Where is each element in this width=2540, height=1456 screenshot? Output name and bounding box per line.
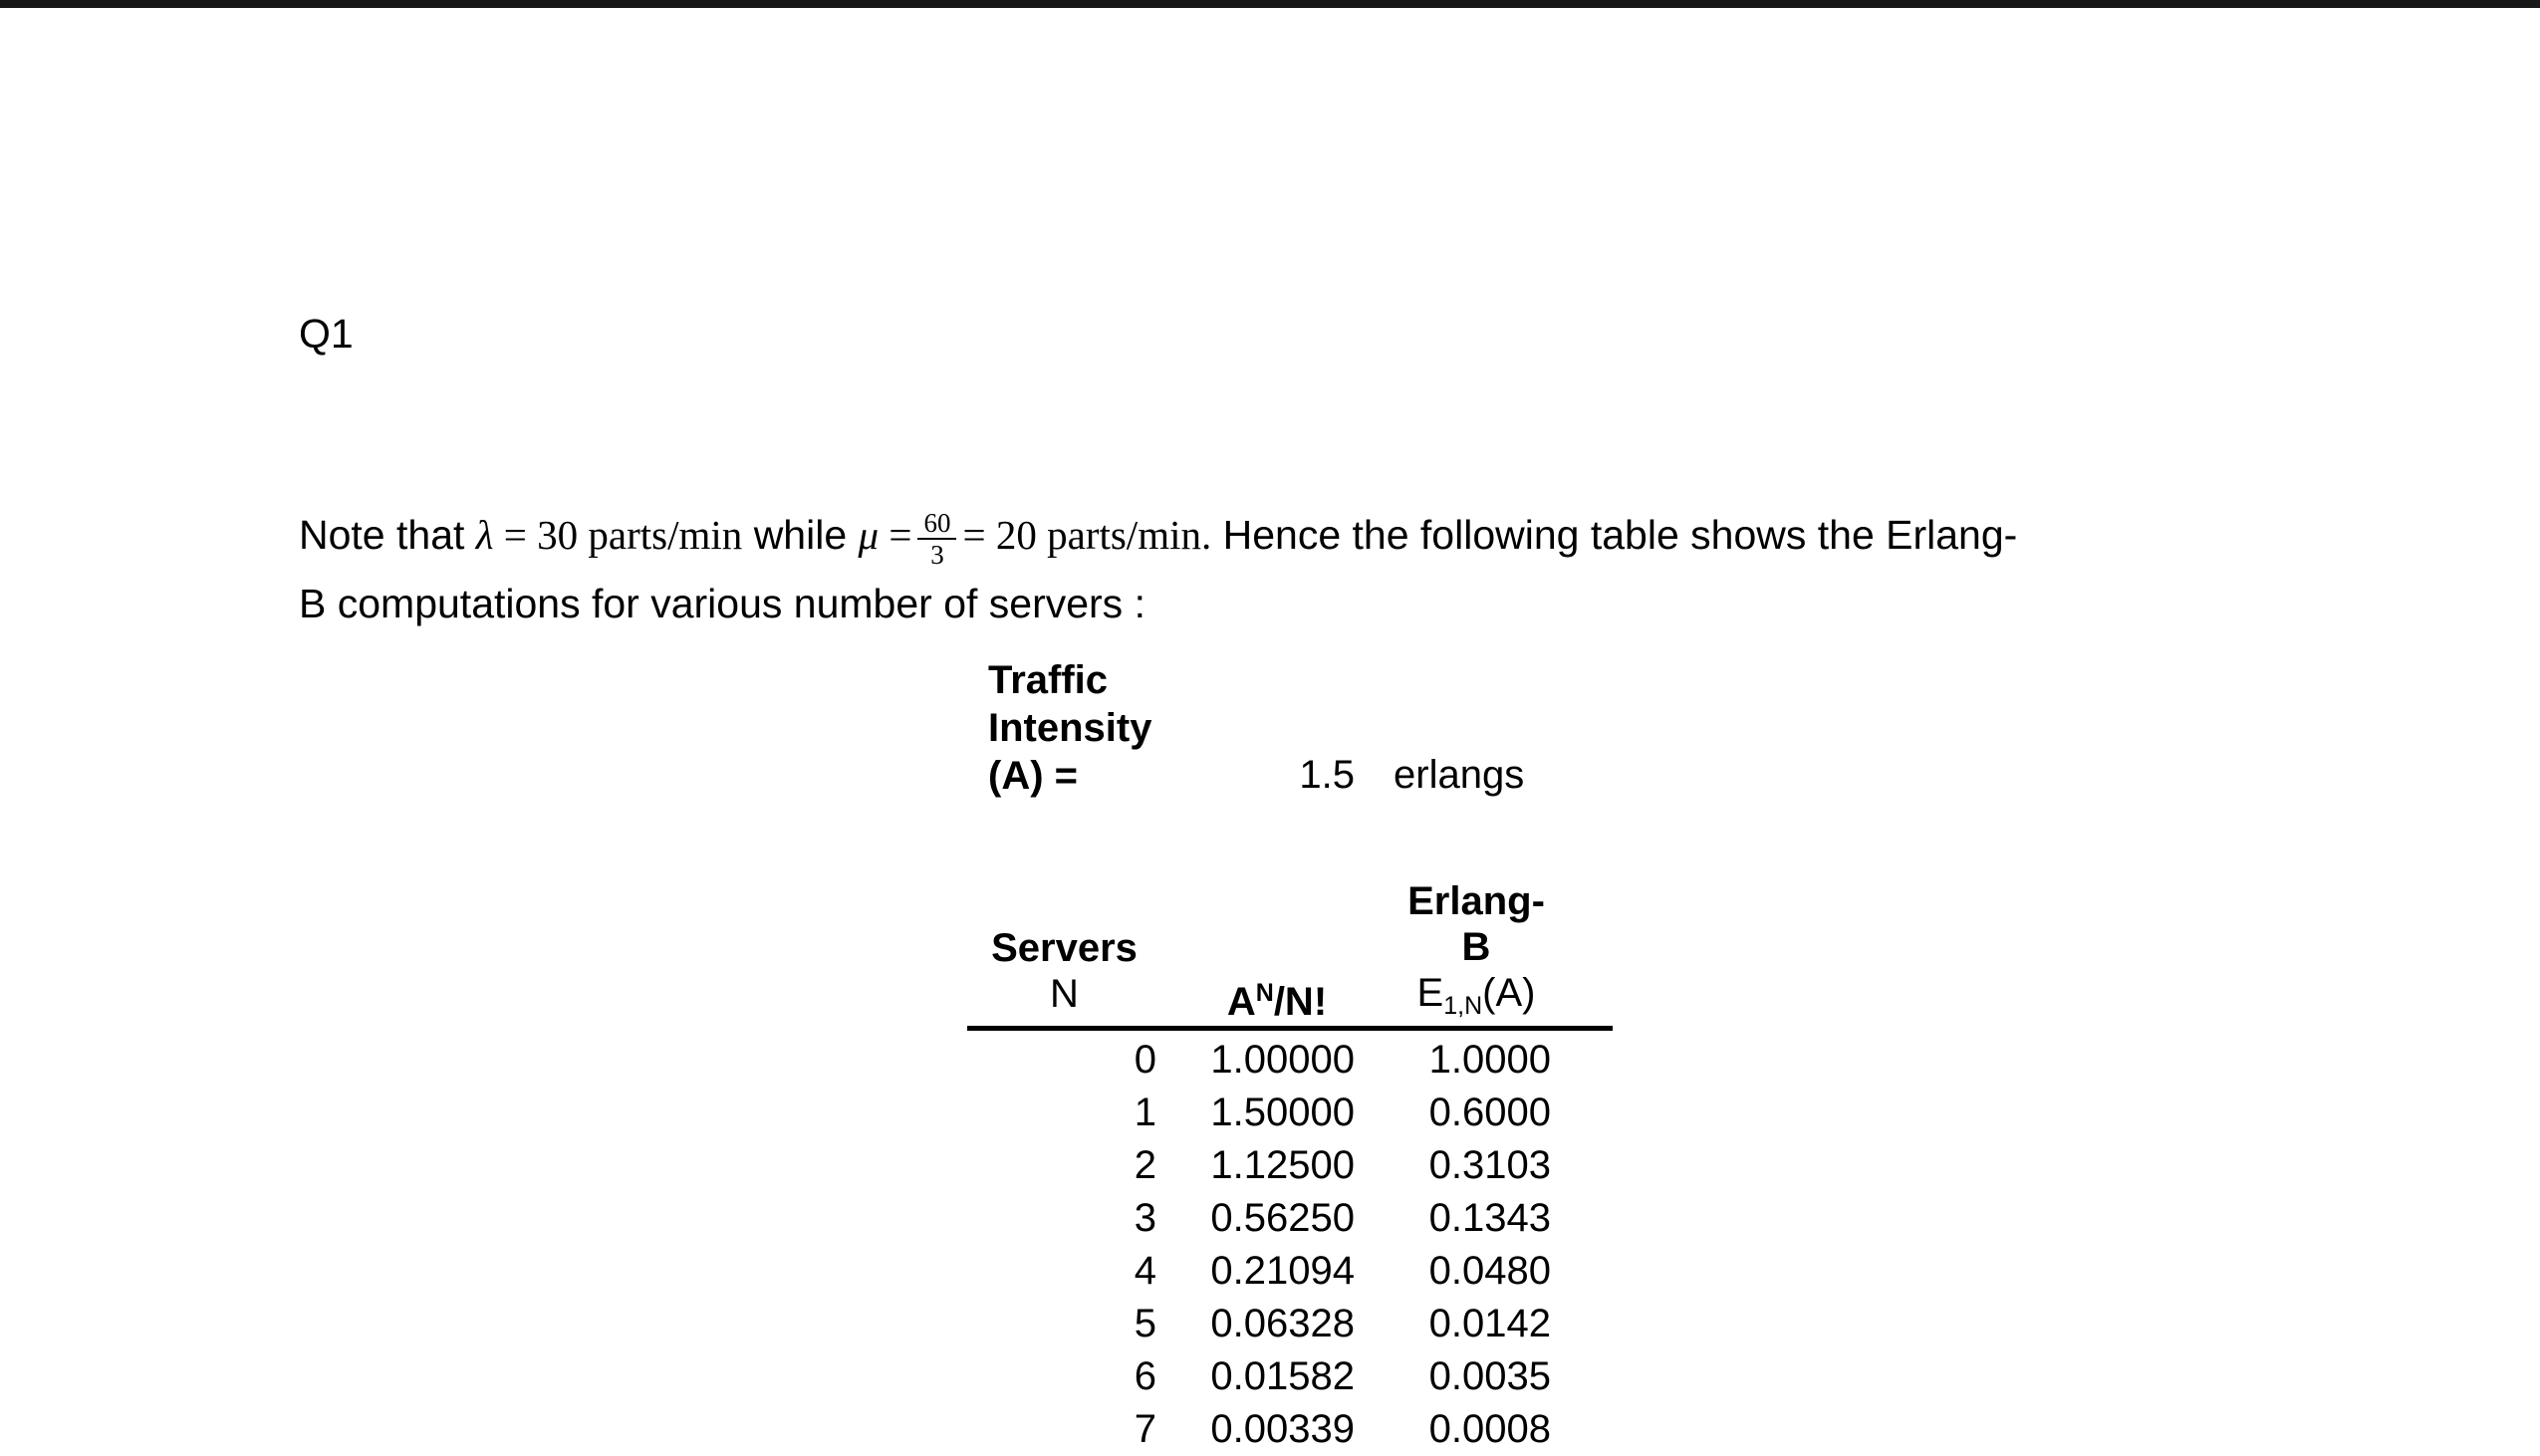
traffic-intensity-unit: erlangs [1394, 753, 1525, 797]
header-a-exponent: N [1255, 979, 1274, 1007]
cell-servers-n: 5 [1134, 1302, 1156, 1345]
table-row [967, 1087, 1551, 1139]
lambda-symbol: λ [475, 512, 494, 558]
table-header-servers-line2: N [1050, 972, 1079, 1016]
table-row [967, 1139, 1551, 1192]
question-label: Q1 [299, 311, 354, 357]
erlang-table-body [967, 1034, 1551, 1456]
math-segment: = 30 parts/min [493, 512, 743, 558]
cell-erlang-b: 0.0008 [1428, 1407, 1551, 1451]
header-e-subscript: 1,N [1443, 992, 1483, 1020]
table-header-erlang-line2: B [1461, 925, 1491, 969]
table-row [967, 1350, 1551, 1403]
cell-an-over-n-factorial: 1.00000 [1210, 1038, 1355, 1082]
cell-an-over-n-factorial: 0.00339 [1210, 1407, 1355, 1451]
cell-erlang-b: 0.1343 [1428, 1196, 1551, 1240]
fraction-denominator: 3 [930, 539, 944, 570]
table-header-rule [967, 1026, 1613, 1031]
cell-servers-n: 4 [1134, 1249, 1156, 1293]
cell-servers-n: 7 [1134, 1407, 1156, 1451]
intro-paragraph-line2: B computations for various number of servers : [299, 581, 1145, 627]
header-factorial: /N! [1273, 980, 1328, 1024]
table-header-servers [967, 925, 1161, 1017]
header-e: E [1416, 971, 1444, 1015]
traffic-intensity-label-line3: (A) = [988, 754, 1078, 798]
cell-an-over-n-factorial: 0.01582 [1210, 1354, 1355, 1398]
cell-servers-n: 2 [1134, 1143, 1156, 1187]
cell-erlang-b: 1.0000 [1428, 1038, 1551, 1082]
cell-an-over-n-factorial: 0.56250 [1210, 1196, 1355, 1240]
traffic-intensity-label [988, 656, 1151, 800]
cell-servers-n: 3 [1134, 1196, 1156, 1240]
text-segment: while [742, 512, 859, 558]
cell-servers-n: 6 [1134, 1354, 1156, 1398]
text-segment: Hence the following table shows the Erlang- [1211, 512, 2018, 558]
header-a: A [1226, 980, 1256, 1024]
cell-erlang-b: 0.0035 [1428, 1354, 1551, 1398]
math-segment: = 20 parts/min. [962, 512, 1212, 558]
cell-an-over-n-factorial: 1.12500 [1210, 1143, 1355, 1187]
mu-symbol: μ [858, 512, 880, 558]
cell-an-over-n-factorial: 0.21094 [1210, 1249, 1355, 1293]
cell-an-over-n-factorial: 0.06328 [1210, 1302, 1355, 1345]
window-top-edge [0, 0, 2540, 8]
math-segment: = [879, 512, 912, 558]
table-row [967, 1298, 1551, 1350]
table-row [967, 1245, 1551, 1298]
table-header-an-nf [1177, 970, 1377, 1025]
table-header-erlang-line3 [1377, 970, 1576, 1029]
table-row [967, 1192, 1551, 1245]
cell-erlang-b: 0.3103 [1428, 1143, 1551, 1187]
traffic-intensity-value: 1.5 [1299, 753, 1355, 797]
cell-servers-n: 0 [1134, 1038, 1156, 1082]
traffic-intensity-label-line1: Traffic [988, 658, 1109, 702]
table-header-erlang-b [1377, 878, 1576, 1029]
header-e-argument: (A) [1482, 971, 1536, 1015]
cell-an-over-n-factorial: 1.50000 [1210, 1091, 1355, 1134]
traffic-intensity-label-line2: Intensity [988, 706, 1152, 750]
intro-paragraph-line1 [299, 501, 2017, 570]
text-segment: Note that [299, 512, 476, 558]
table-header-erlang-line1: Erlang- [1407, 879, 1545, 923]
fraction-numerator: 60 [917, 508, 956, 540]
math-fraction [917, 508, 956, 570]
cell-erlang-b: 0.0480 [1428, 1249, 1551, 1293]
intro-paragraph [299, 501, 2017, 637]
cell-erlang-b: 0.0142 [1428, 1302, 1551, 1345]
table-header-servers-line1: Servers [991, 926, 1138, 970]
cell-servers-n: 1 [1134, 1091, 1156, 1134]
table-row [967, 1034, 1551, 1087]
cell-erlang-b: 0.6000 [1428, 1091, 1551, 1134]
